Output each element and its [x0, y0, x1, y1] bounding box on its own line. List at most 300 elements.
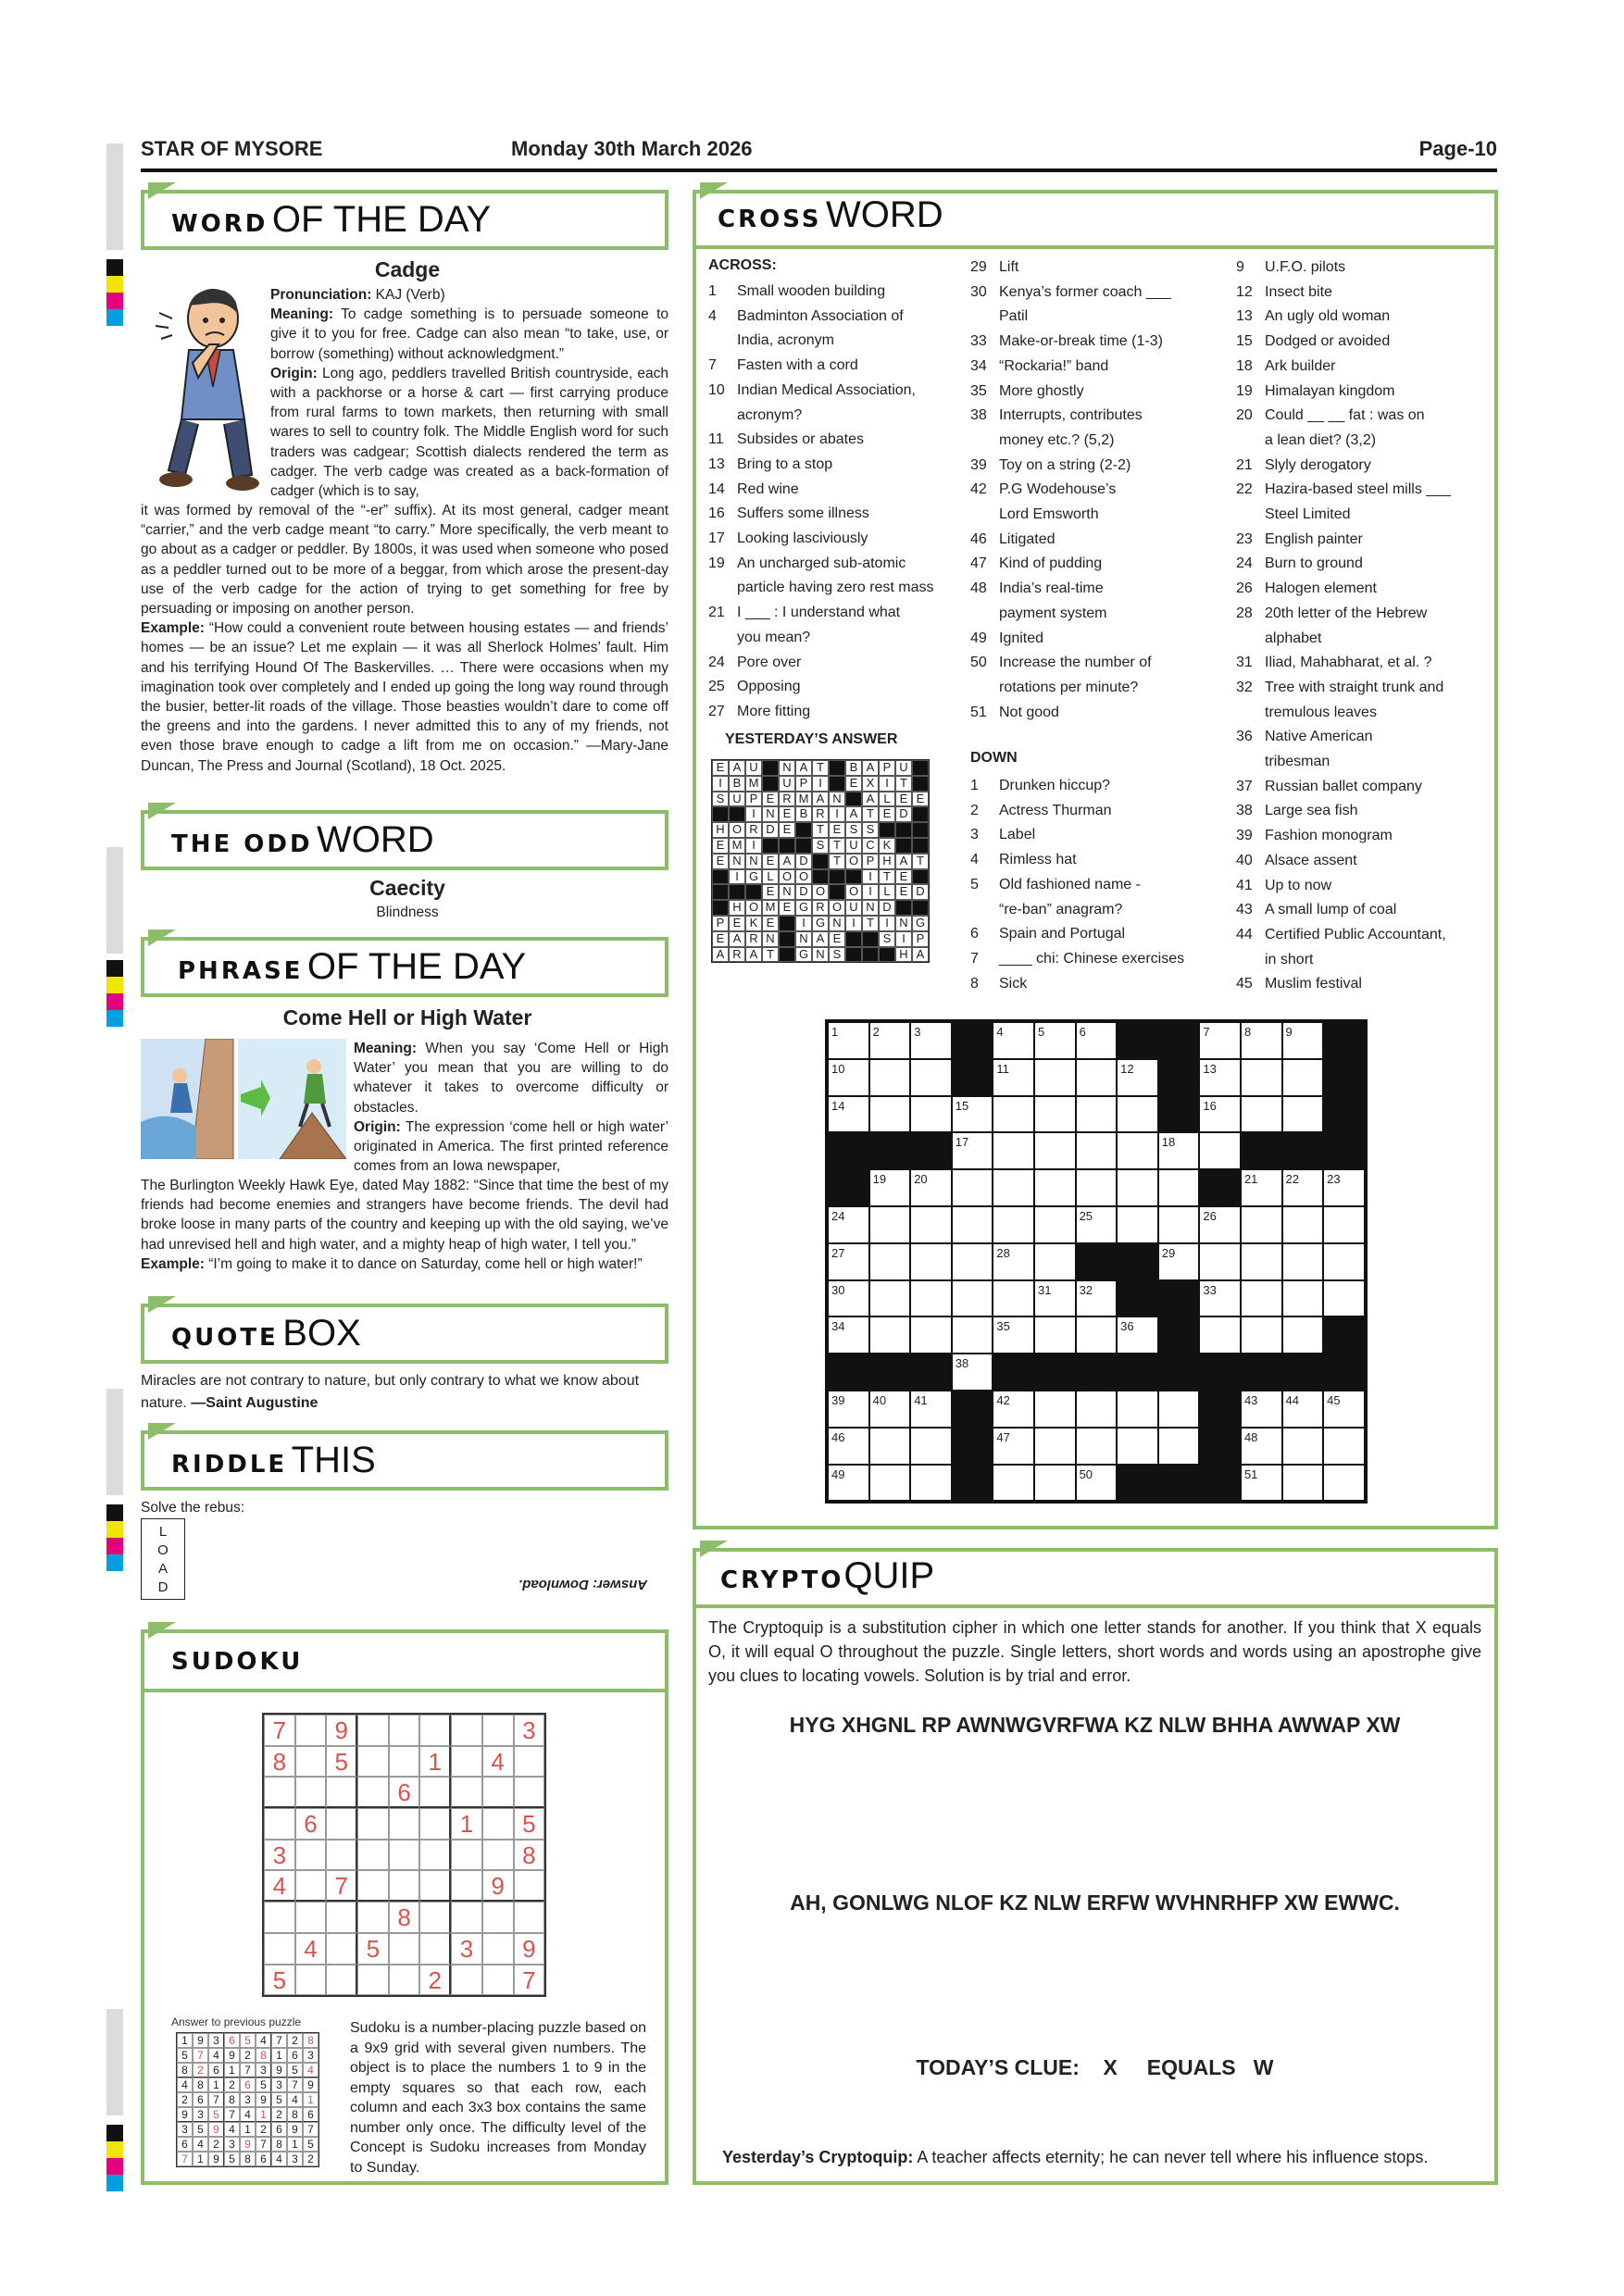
crossword-cell[interactable]: 42 — [993, 1391, 1034, 1428]
sudoku-cell[interactable] — [389, 1840, 420, 1871]
sudoku-cell[interactable] — [419, 1777, 451, 1808]
clue-text: acronym? — [737, 406, 803, 423]
crossword-cell[interactable] — [910, 1316, 952, 1354]
crossword-cell[interactable] — [1282, 1280, 1324, 1317]
sudoku-cell[interactable]: 6 — [389, 1777, 420, 1808]
crossword-cell[interactable]: 15 — [952, 1096, 993, 1133]
crossword-cell[interactable] — [1158, 1391, 1200, 1428]
clue-item — [1236, 256, 1491, 281]
clue-text: Russian ballet company — [1265, 778, 1422, 794]
sudoku-cell[interactable]: 2 — [419, 1965, 451, 1996]
crossword-cell[interactable] — [1241, 1096, 1282, 1133]
crossword-cell[interactable] — [1241, 1316, 1282, 1354]
prev-sudoku-cell: 2 — [224, 2078, 240, 2092]
answer-cell: E — [895, 792, 912, 807]
crossword-cell[interactable]: 13 — [1199, 1059, 1241, 1096]
sudoku-cell[interactable] — [357, 1965, 389, 1996]
crossword-cell[interactable] — [1034, 1428, 1076, 1465]
prev-sudoku-cell: 2 — [240, 2048, 256, 2063]
sudoku-cell[interactable] — [264, 1902, 295, 1933]
crossword-block — [1282, 1132, 1324, 1169]
sudoku-cell[interactable] — [295, 1715, 327, 1746]
crossword-cell[interactable]: 6 — [1076, 1022, 1118, 1059]
crossword-block — [869, 1354, 911, 1391]
crossword-block — [1323, 1059, 1365, 1096]
sudoku-cell[interactable]: 9 — [482, 1870, 514, 1902]
sudoku-cell[interactable] — [326, 1965, 357, 1996]
crossword-cell[interactable] — [869, 1206, 911, 1243]
crossword-cell[interactable]: 7 — [1199, 1022, 1241, 1059]
sudoku-cell[interactable] — [295, 1965, 327, 1996]
crossword-block — [993, 1354, 1034, 1391]
crossword-cell[interactable] — [952, 1243, 993, 1280]
crossword-cell[interactable] — [1034, 1465, 1076, 1502]
answer-block — [779, 931, 795, 947]
answer-cell: M — [795, 792, 812, 807]
crossword-cell[interactable] — [1241, 1206, 1282, 1243]
sudoku-cell[interactable] — [419, 1840, 451, 1871]
crossword-block — [1199, 1169, 1241, 1206]
crossword-cell[interactable]: 24 — [828, 1206, 869, 1243]
sudoku-cell[interactable]: 1 — [451, 1808, 482, 1840]
answer-cell: N — [745, 854, 762, 869]
sudoku-cell[interactable] — [295, 1870, 327, 1902]
crossword-cell[interactable] — [1076, 1059, 1118, 1096]
crossword-cell[interactable] — [993, 1465, 1034, 1502]
answer-block — [895, 900, 912, 916]
clue-text: Burn to ground — [1265, 555, 1363, 572]
crossword-cell[interactable]: 23 — [1323, 1169, 1365, 1206]
sudoku-cell[interactable] — [389, 1965, 420, 1996]
crossword-cell[interactable] — [952, 1280, 993, 1317]
clue-number: 2 — [970, 802, 979, 818]
prev-sudoku-cell: 3 — [240, 2092, 256, 2107]
sudoku-cell[interactable] — [357, 1870, 389, 1902]
crossword-cell[interactable] — [1158, 1428, 1200, 1465]
sudoku-cell[interactable]: 5 — [514, 1808, 545, 1840]
phrase-example: Example: “I’m going to make it to dance on Saturday, come hell or high water!” — [141, 1255, 643, 1272]
prev-sudoku-cell: 5 — [177, 2048, 193, 2063]
sudoku-grid[interactable] — [262, 1713, 546, 1997]
crossword-cell[interactable] — [1323, 1428, 1365, 1465]
crossword-cell[interactable] — [1158, 1206, 1200, 1243]
answer-cell: T — [895, 776, 912, 792]
crossword-cell[interactable]: 41 — [910, 1391, 952, 1428]
sudoku-cell[interactable]: 4 — [482, 1746, 514, 1778]
prev-sudoku-cell: 4 — [193, 2137, 208, 2152]
page-number: Page-10 — [1418, 137, 1497, 160]
sudoku-cell[interactable]: 1 — [419, 1746, 451, 1778]
crossword-cell[interactable]: 27 — [828, 1243, 869, 1280]
odd-word: Caecity — [369, 876, 445, 900]
yesterday-answer-grid — [711, 759, 930, 963]
crossword-cell[interactable] — [1034, 1243, 1076, 1280]
prev-sudoku-cell: 1 — [193, 2152, 208, 2166]
crossword-block — [910, 1132, 952, 1169]
crossword-cell[interactable] — [952, 1316, 993, 1354]
answer-cell: U — [845, 838, 862, 854]
sudoku-cell[interactable] — [419, 1933, 451, 1965]
crossword-cell[interactable] — [910, 1280, 952, 1317]
sudoku-cell[interactable] — [451, 1746, 482, 1778]
sudoku-cell[interactable] — [482, 1965, 514, 1996]
crossword-cell[interactable]: 48 — [1241, 1428, 1282, 1465]
crossword-cell[interactable] — [1241, 1059, 1282, 1096]
phrase-origin-continued: The Burlington Weekly Hawk Eye, dated May 1882: “Since that time the best of my friends had become enemies and strangers have become friends. The devil had broke loose in many parts of the country and keeping up with the old saying, we’ve had unrevised hell and high water, and a mighty heap of high water, I tell you.” — [141, 1178, 668, 1253]
crossword-cell[interactable] — [952, 1206, 993, 1243]
answer-cell: E — [912, 792, 929, 807]
sudoku-cell[interactable] — [295, 1840, 327, 1871]
sudoku-cell[interactable] — [514, 1902, 545, 1933]
sudoku-cell[interactable] — [419, 1870, 451, 1902]
sudoku-cell[interactable] — [357, 1808, 389, 1840]
answer-cell: E — [762, 884, 779, 900]
answer-cell: P — [912, 931, 929, 947]
clue-text: Patil — [999, 308, 1029, 325]
sudoku-cell[interactable]: 6 — [295, 1808, 327, 1840]
crossword-cell[interactable] — [1323, 1280, 1365, 1317]
crossword-cell[interactable] — [910, 1243, 952, 1280]
answer-cell: E — [779, 900, 795, 916]
odd-word-meaning: Blindness — [376, 905, 439, 920]
sudoku-cell[interactable] — [451, 1840, 482, 1871]
clue-number: 33 — [970, 333, 987, 350]
sudoku-cell[interactable] — [482, 1902, 514, 1933]
crossword-cell[interactable] — [1076, 1428, 1118, 1465]
crossword-block — [1117, 1243, 1158, 1280]
sudoku-cell[interactable]: 9 — [326, 1715, 357, 1746]
crossword-cell[interactable] — [910, 1096, 952, 1133]
crossword-cell[interactable] — [869, 1428, 911, 1465]
prev-sudoku-cell: 2 — [256, 2122, 271, 2137]
sudoku-cell[interactable]: 5 — [326, 1746, 357, 1778]
answer-cell: E — [762, 916, 779, 931]
crossword-cell[interactable] — [1034, 1169, 1076, 1206]
sudoku-cell[interactable]: 3 — [514, 1715, 545, 1746]
clue-text: Iliad, Mahabharat, et al. ? — [1265, 655, 1432, 671]
crossword-cell[interactable] — [1117, 1096, 1158, 1133]
crossword-cell[interactable] — [1034, 1391, 1076, 1428]
crossword-cell[interactable] — [1034, 1316, 1076, 1354]
crossword-cell[interactable]: 33 — [1199, 1280, 1241, 1317]
crossword-cell[interactable] — [1117, 1169, 1158, 1206]
crossword-block — [1158, 1280, 1200, 1317]
crossword-cell[interactable] — [993, 1206, 1034, 1243]
sudoku-cell[interactable] — [357, 1746, 389, 1778]
crossword-cell[interactable]: 36 — [1117, 1316, 1158, 1354]
crossword-cell[interactable] — [910, 1428, 952, 1465]
sudoku-cell[interactable]: 7 — [264, 1715, 295, 1746]
prev-sudoku-cell: 5 — [287, 2063, 303, 2078]
sudoku-cell[interactable] — [389, 1870, 420, 1902]
sudoku-cell[interactable] — [326, 1933, 357, 1965]
crossword-cell[interactable]: 43 — [1241, 1391, 1282, 1428]
prev-sudoku-cell: 5 — [240, 2033, 256, 2048]
crossword-cell[interactable] — [952, 1169, 993, 1206]
crossword-cell[interactable]: 21 — [1241, 1169, 1282, 1206]
clue-text: “re-ban” anagram? — [999, 901, 1123, 917]
sudoku-cell[interactable] — [389, 1715, 420, 1746]
crossword-cell[interactable]: 49 — [828, 1465, 869, 1502]
crossword-cell[interactable]: 3 — [910, 1022, 952, 1059]
crossword-cell[interactable]: 9 — [1282, 1022, 1324, 1059]
crossword-cell[interactable] — [1282, 1316, 1324, 1354]
crossword-cell[interactable] — [1199, 1132, 1241, 1169]
answer-cell: S — [712, 792, 729, 807]
crossword-cell[interactable]: 4 — [993, 1022, 1034, 1059]
crossword-cell[interactable]: 18 — [1158, 1132, 1200, 1169]
clue-number: 40 — [1236, 852, 1253, 868]
crossword-cell[interactable] — [993, 1096, 1034, 1133]
sudoku-cell[interactable] — [482, 1933, 514, 1965]
crossword-cell[interactable] — [993, 1280, 1034, 1317]
clue-text: P.G Wodehouse’s — [999, 481, 1117, 498]
crossword-block — [1158, 1059, 1200, 1096]
crossword-cell[interactable] — [1117, 1391, 1158, 1428]
sudoku-cell[interactable] — [357, 1840, 389, 1871]
sudoku-cell[interactable] — [482, 1715, 514, 1746]
crossword-cell[interactable]: 17 — [952, 1132, 993, 1169]
sudoku-cell[interactable] — [326, 1808, 357, 1840]
clue-item — [1236, 305, 1491, 330]
crossword-cell[interactable] — [1076, 1316, 1118, 1354]
word-of-day-body-full — [141, 501, 668, 776]
sudoku-cell[interactable] — [419, 1902, 451, 1933]
crossword-cell[interactable]: 14 — [828, 1096, 869, 1133]
crossword-cell[interactable] — [1282, 1243, 1324, 1280]
answer-block — [829, 760, 845, 776]
crossword-cell[interactable] — [1241, 1280, 1282, 1317]
crossword-cell[interactable]: 50 — [1076, 1465, 1118, 1502]
crossword-cell[interactable]: 1 — [828, 1022, 869, 1059]
crossword-cell[interactable] — [1282, 1465, 1324, 1502]
crossword-cell[interactable]: 20 — [910, 1169, 952, 1206]
crossword-cell[interactable] — [869, 1316, 911, 1354]
answer-cell: G — [795, 900, 812, 916]
crossword-cell[interactable]: 22 — [1282, 1169, 1324, 1206]
answer-block — [779, 838, 795, 854]
answer-cell: E — [779, 822, 795, 838]
crossword-cell[interactable] — [1158, 1169, 1200, 1206]
reg-cyan — [106, 309, 123, 326]
answer-cell: D — [912, 884, 929, 900]
crossword-cell[interactable] — [869, 1059, 911, 1096]
answer-cell: A — [845, 806, 862, 822]
crossword-cell[interactable]: 19 — [869, 1169, 911, 1206]
crossword-cell[interactable]: 39 — [828, 1391, 869, 1428]
sudoku-cell[interactable] — [295, 1902, 327, 1933]
sudoku-cell[interactable] — [326, 1777, 357, 1808]
crossword-cell[interactable]: 12 — [1117, 1059, 1158, 1096]
crossword-cell[interactable]: 30 — [828, 1280, 869, 1317]
crossword-block — [1241, 1354, 1282, 1391]
crossword-cell[interactable]: 51 — [1241, 1465, 1282, 1502]
crossword-cell[interactable] — [910, 1206, 952, 1243]
clue-text: alphabet — [1265, 630, 1322, 646]
crossword-cell[interactable]: 29 — [1158, 1243, 1200, 1280]
crossword-cell[interactable]: 44 — [1282, 1391, 1324, 1428]
sudoku-cell[interactable]: 5 — [357, 1933, 389, 1965]
yesterday-heading: YESTERDAY’S ANSWER — [725, 731, 898, 747]
crossword-cell[interactable] — [1076, 1169, 1118, 1206]
answer-cell: I — [795, 916, 812, 931]
sudoku-cell[interactable] — [514, 1777, 545, 1808]
sudoku-cell[interactable]: 5 — [264, 1965, 295, 1996]
crossword-cell[interactable]: 8 — [1241, 1022, 1282, 1059]
sudoku-cell[interactable] — [357, 1902, 389, 1933]
crossword-cell[interactable] — [1034, 1132, 1076, 1169]
sudoku-cell[interactable]: 7 — [514, 1965, 545, 1996]
sudoku-cell[interactable]: 3 — [264, 1840, 295, 1871]
clue-item — [970, 256, 1225, 281]
crossword-cell[interactable]: 26 — [1199, 1206, 1241, 1243]
clue-number: 14 — [708, 480, 725, 497]
prev-sudoku-cell: 2 — [193, 2063, 208, 2078]
crossword-cell[interactable] — [1076, 1096, 1118, 1133]
sudoku-cell[interactable] — [419, 1715, 451, 1746]
crossword-cell[interactable] — [1199, 1243, 1241, 1280]
crossword-block — [1323, 1132, 1365, 1169]
clue-item — [970, 503, 1225, 528]
sudoku-cell[interactable] — [295, 1777, 327, 1808]
crossword-cell[interactable] — [910, 1059, 952, 1096]
clue-item — [1236, 404, 1491, 429]
crossword-cell[interactable] — [869, 1096, 911, 1133]
clue-text: Interrupts, contributes — [999, 407, 1143, 424]
crossword-cell[interactable] — [1034, 1206, 1076, 1243]
sudoku-cell[interactable] — [451, 1965, 482, 1996]
clue-item — [1236, 577, 1491, 602]
answer-block — [895, 822, 912, 838]
prev-sudoku-cell: 7 — [177, 2152, 193, 2166]
sudoku-cell[interactable]: 8 — [264, 1746, 295, 1778]
crossword-cell[interactable] — [1034, 1096, 1076, 1133]
sudoku-cell[interactable] — [326, 1902, 357, 1933]
answer-cell: A — [712, 947, 729, 963]
sudoku-cell[interactable] — [389, 1808, 420, 1840]
crossword-grid[interactable] — [825, 1019, 1368, 1504]
clue-text: Sick — [999, 975, 1028, 992]
answer-cell: R — [745, 822, 762, 838]
sudoku-cell[interactable]: 9 — [514, 1933, 545, 1965]
crossword-cell[interactable]: 5 — [1034, 1022, 1076, 1059]
sudoku-cell[interactable] — [514, 1746, 545, 1778]
crossword-cell[interactable] — [869, 1280, 911, 1317]
crossword-cell[interactable]: 16 — [1199, 1096, 1241, 1133]
sudoku-cell[interactable] — [389, 1933, 420, 1965]
sudoku-cell[interactable]: 4 — [264, 1870, 295, 1902]
sudoku-cell[interactable] — [264, 1933, 295, 1965]
crossword-cell[interactable] — [910, 1465, 952, 1502]
answer-cell: I — [879, 916, 895, 931]
sudoku-cell[interactable] — [357, 1715, 389, 1746]
crossword-cell[interactable] — [993, 1169, 1034, 1206]
crossword-cell[interactable]: 38 — [952, 1354, 993, 1391]
crossword-cell[interactable]: 46 — [828, 1428, 869, 1465]
crossword-cell[interactable] — [869, 1465, 911, 1502]
sudoku-cell[interactable] — [482, 1840, 514, 1871]
sudoku-cell[interactable] — [357, 1777, 389, 1808]
crossword-cell[interactable]: 34 — [828, 1316, 869, 1354]
sudoku-cell[interactable] — [295, 1746, 327, 1778]
crossword-cell[interactable]: 2 — [869, 1022, 911, 1059]
prev-sudoku-cell: 2 — [271, 2107, 287, 2122]
sudoku-cell[interactable] — [326, 1840, 357, 1871]
crossword-cell[interactable] — [1117, 1428, 1158, 1465]
crossword-cell[interactable]: 35 — [993, 1316, 1034, 1354]
crossword-cell[interactable] — [1241, 1243, 1282, 1280]
crossword-cell[interactable]: 47 — [993, 1428, 1034, 1465]
phrase-meaning: Meaning: When you say ‘Come Hell or High Water’ you mean that you are willing to do whatever it takes to overcome difficulty or obstacles. — [354, 1041, 668, 1116]
answer-cell: X — [862, 776, 879, 792]
crossword-cell[interactable] — [1282, 1428, 1324, 1465]
riddle-prompt: Solve the rebus: — [141, 1500, 245, 1516]
sudoku-cell[interactable] — [451, 1870, 482, 1902]
clue-text: Drunken hiccup? — [999, 778, 1111, 793]
sudoku-cell[interactable]: 8 — [389, 1902, 420, 1933]
crossword-cell[interactable] — [993, 1132, 1034, 1169]
sudoku-cell[interactable] — [482, 1808, 514, 1840]
crossword-cell[interactable]: 11 — [993, 1059, 1034, 1096]
crossword-cell[interactable] — [1282, 1096, 1324, 1133]
crossword-cell[interactable] — [1076, 1132, 1118, 1169]
crossword-cell[interactable] — [1034, 1059, 1076, 1096]
sudoku-cell[interactable] — [419, 1808, 451, 1840]
crossword-cell[interactable] — [1323, 1243, 1365, 1280]
sudoku-cell[interactable] — [264, 1777, 295, 1808]
crossword-cell[interactable] — [1282, 1059, 1324, 1096]
sudoku-cell[interactable] — [482, 1777, 514, 1808]
crossword-cell[interactable] — [1117, 1132, 1158, 1169]
sudoku-cell[interactable] — [451, 1902, 482, 1933]
crossword-cell[interactable]: 31 — [1034, 1280, 1076, 1317]
clue-item — [708, 576, 949, 601]
crossword-cell[interactable] — [1199, 1316, 1241, 1354]
crossword-cell[interactable] — [1323, 1206, 1365, 1243]
sudoku-cell[interactable] — [451, 1777, 482, 1808]
crossword-cell[interactable] — [1117, 1206, 1158, 1243]
reg-yellow — [106, 1521, 123, 1538]
sudoku-cell[interactable] — [451, 1715, 482, 1746]
sudoku-cell[interactable]: 7 — [326, 1870, 357, 1902]
answer-cell: A — [795, 760, 812, 776]
crossword-cell[interactable]: 28 — [993, 1243, 1034, 1280]
clue-item — [708, 626, 949, 651]
flag-icon — [148, 1296, 176, 1313]
clue-item — [1236, 948, 1491, 973]
crossword-cell[interactable] — [869, 1243, 911, 1280]
sudoku-cell[interactable]: 4 — [295, 1933, 327, 1965]
crossword-cell[interactable]: 40 — [869, 1391, 911, 1428]
sudoku-cell[interactable] — [264, 1808, 295, 1840]
sudoku-cell[interactable] — [389, 1746, 420, 1778]
crossword-cell[interactable]: 45 — [1323, 1391, 1365, 1428]
clue-item — [970, 774, 1225, 799]
crossword-cell[interactable]: 32 — [1076, 1280, 1118, 1317]
crossword-cell[interactable]: 10 — [828, 1059, 869, 1096]
clue-text: More ghostly — [999, 382, 1084, 399]
crossword-cell[interactable]: 25 — [1076, 1206, 1118, 1243]
crossword-cell[interactable] — [1323, 1465, 1365, 1502]
crossword-cell[interactable] — [1076, 1391, 1118, 1428]
crossword-cell[interactable] — [1282, 1206, 1324, 1243]
sudoku-cell[interactable] — [514, 1870, 545, 1902]
clue-item — [1236, 898, 1491, 923]
sudoku-cell[interactable]: 8 — [514, 1840, 545, 1871]
answer-block — [779, 947, 795, 963]
sudoku-cell[interactable]: 3 — [451, 1933, 482, 1965]
answer-cell: P — [795, 776, 812, 792]
